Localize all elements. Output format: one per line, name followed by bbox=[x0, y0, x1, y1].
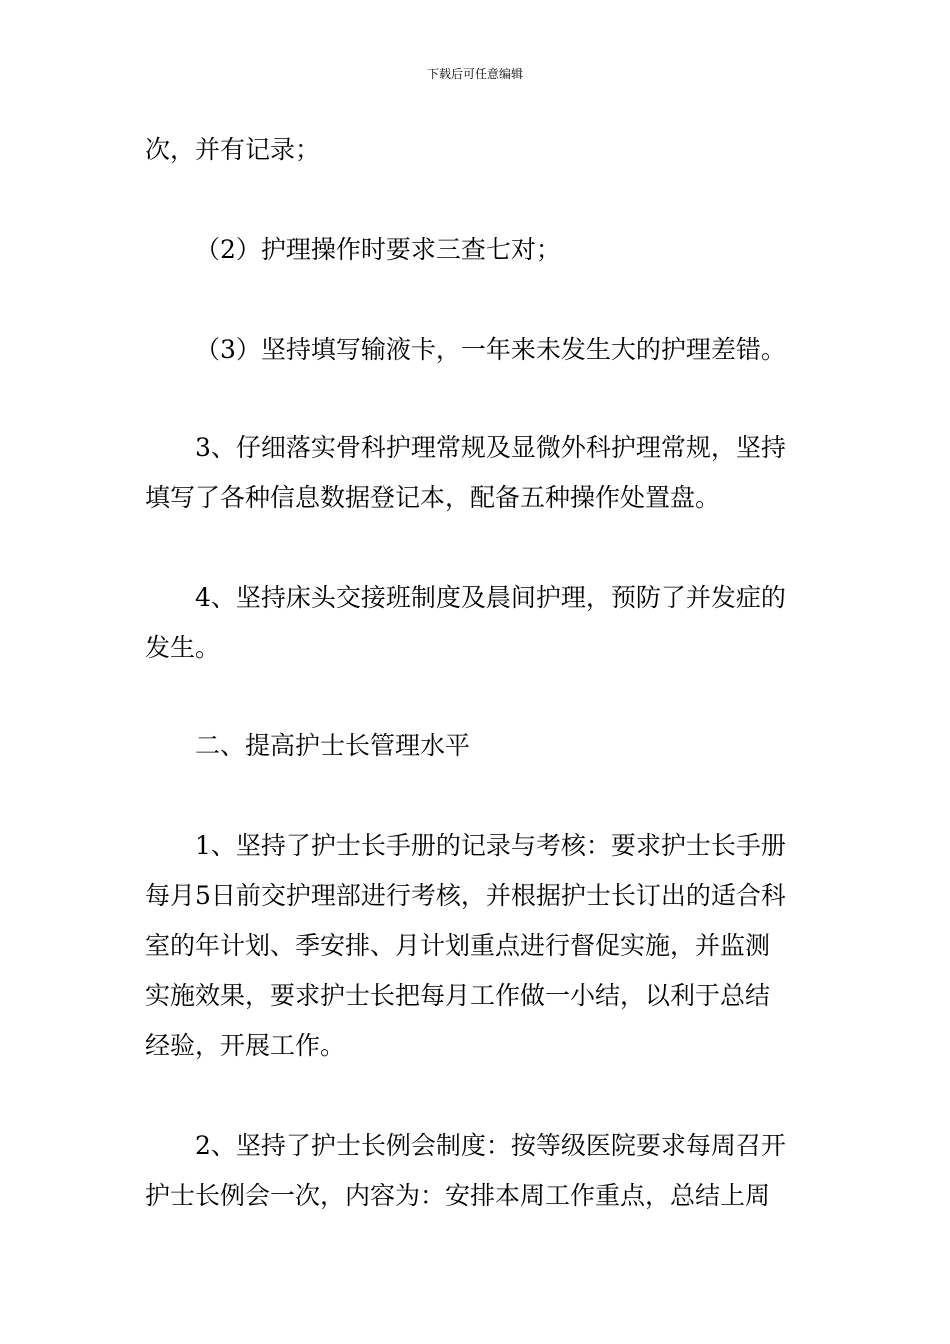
section-heading: 二、提高护士长管理水平 bbox=[195, 731, 471, 760]
text-line: 发生。 bbox=[145, 633, 221, 662]
text-line: 经验，开展工作。 bbox=[145, 1031, 346, 1060]
text-line: （2）护理操作时要求三查七对； bbox=[195, 235, 561, 264]
text-line: 3、仔细落实骨科护理常规及显微外科护理常规，坚持 bbox=[195, 433, 786, 462]
text-line: 填写了各种信息数据登记本，配备五种操作处置盘。 bbox=[145, 483, 721, 512]
text-line: 实施效果，要求护士长把每月工作做一小结，以利于总结 bbox=[145, 981, 771, 1010]
text-line: 室的年计划、季安排、月计划重点进行督促实施，并监测 bbox=[145, 931, 771, 960]
text-line: 4、坚持床头交接班制度及晨间护理，预防了并发症的 bbox=[195, 583, 786, 612]
text-line: 2、坚持了护士长例会制度：按等级医院要求每周召开 bbox=[195, 1131, 786, 1160]
text-line: （3）坚持填写输液卡，一年来未发生大的护理差错。 bbox=[195, 335, 786, 364]
text-line: 次，并有记录； bbox=[145, 135, 321, 164]
text-line: 1、坚持了护士长手册的记录与考核：要求护士长手册 bbox=[195, 831, 786, 860]
text-line: 护士长例会一次，内容为：安排本周工作重点，总结上周 bbox=[145, 1181, 771, 1210]
page-header: 下载后可任意编辑 bbox=[426, 67, 523, 81]
text-line: 每月5日前交护理部进行考核，并根据护士长订出的适合科 bbox=[145, 881, 786, 910]
